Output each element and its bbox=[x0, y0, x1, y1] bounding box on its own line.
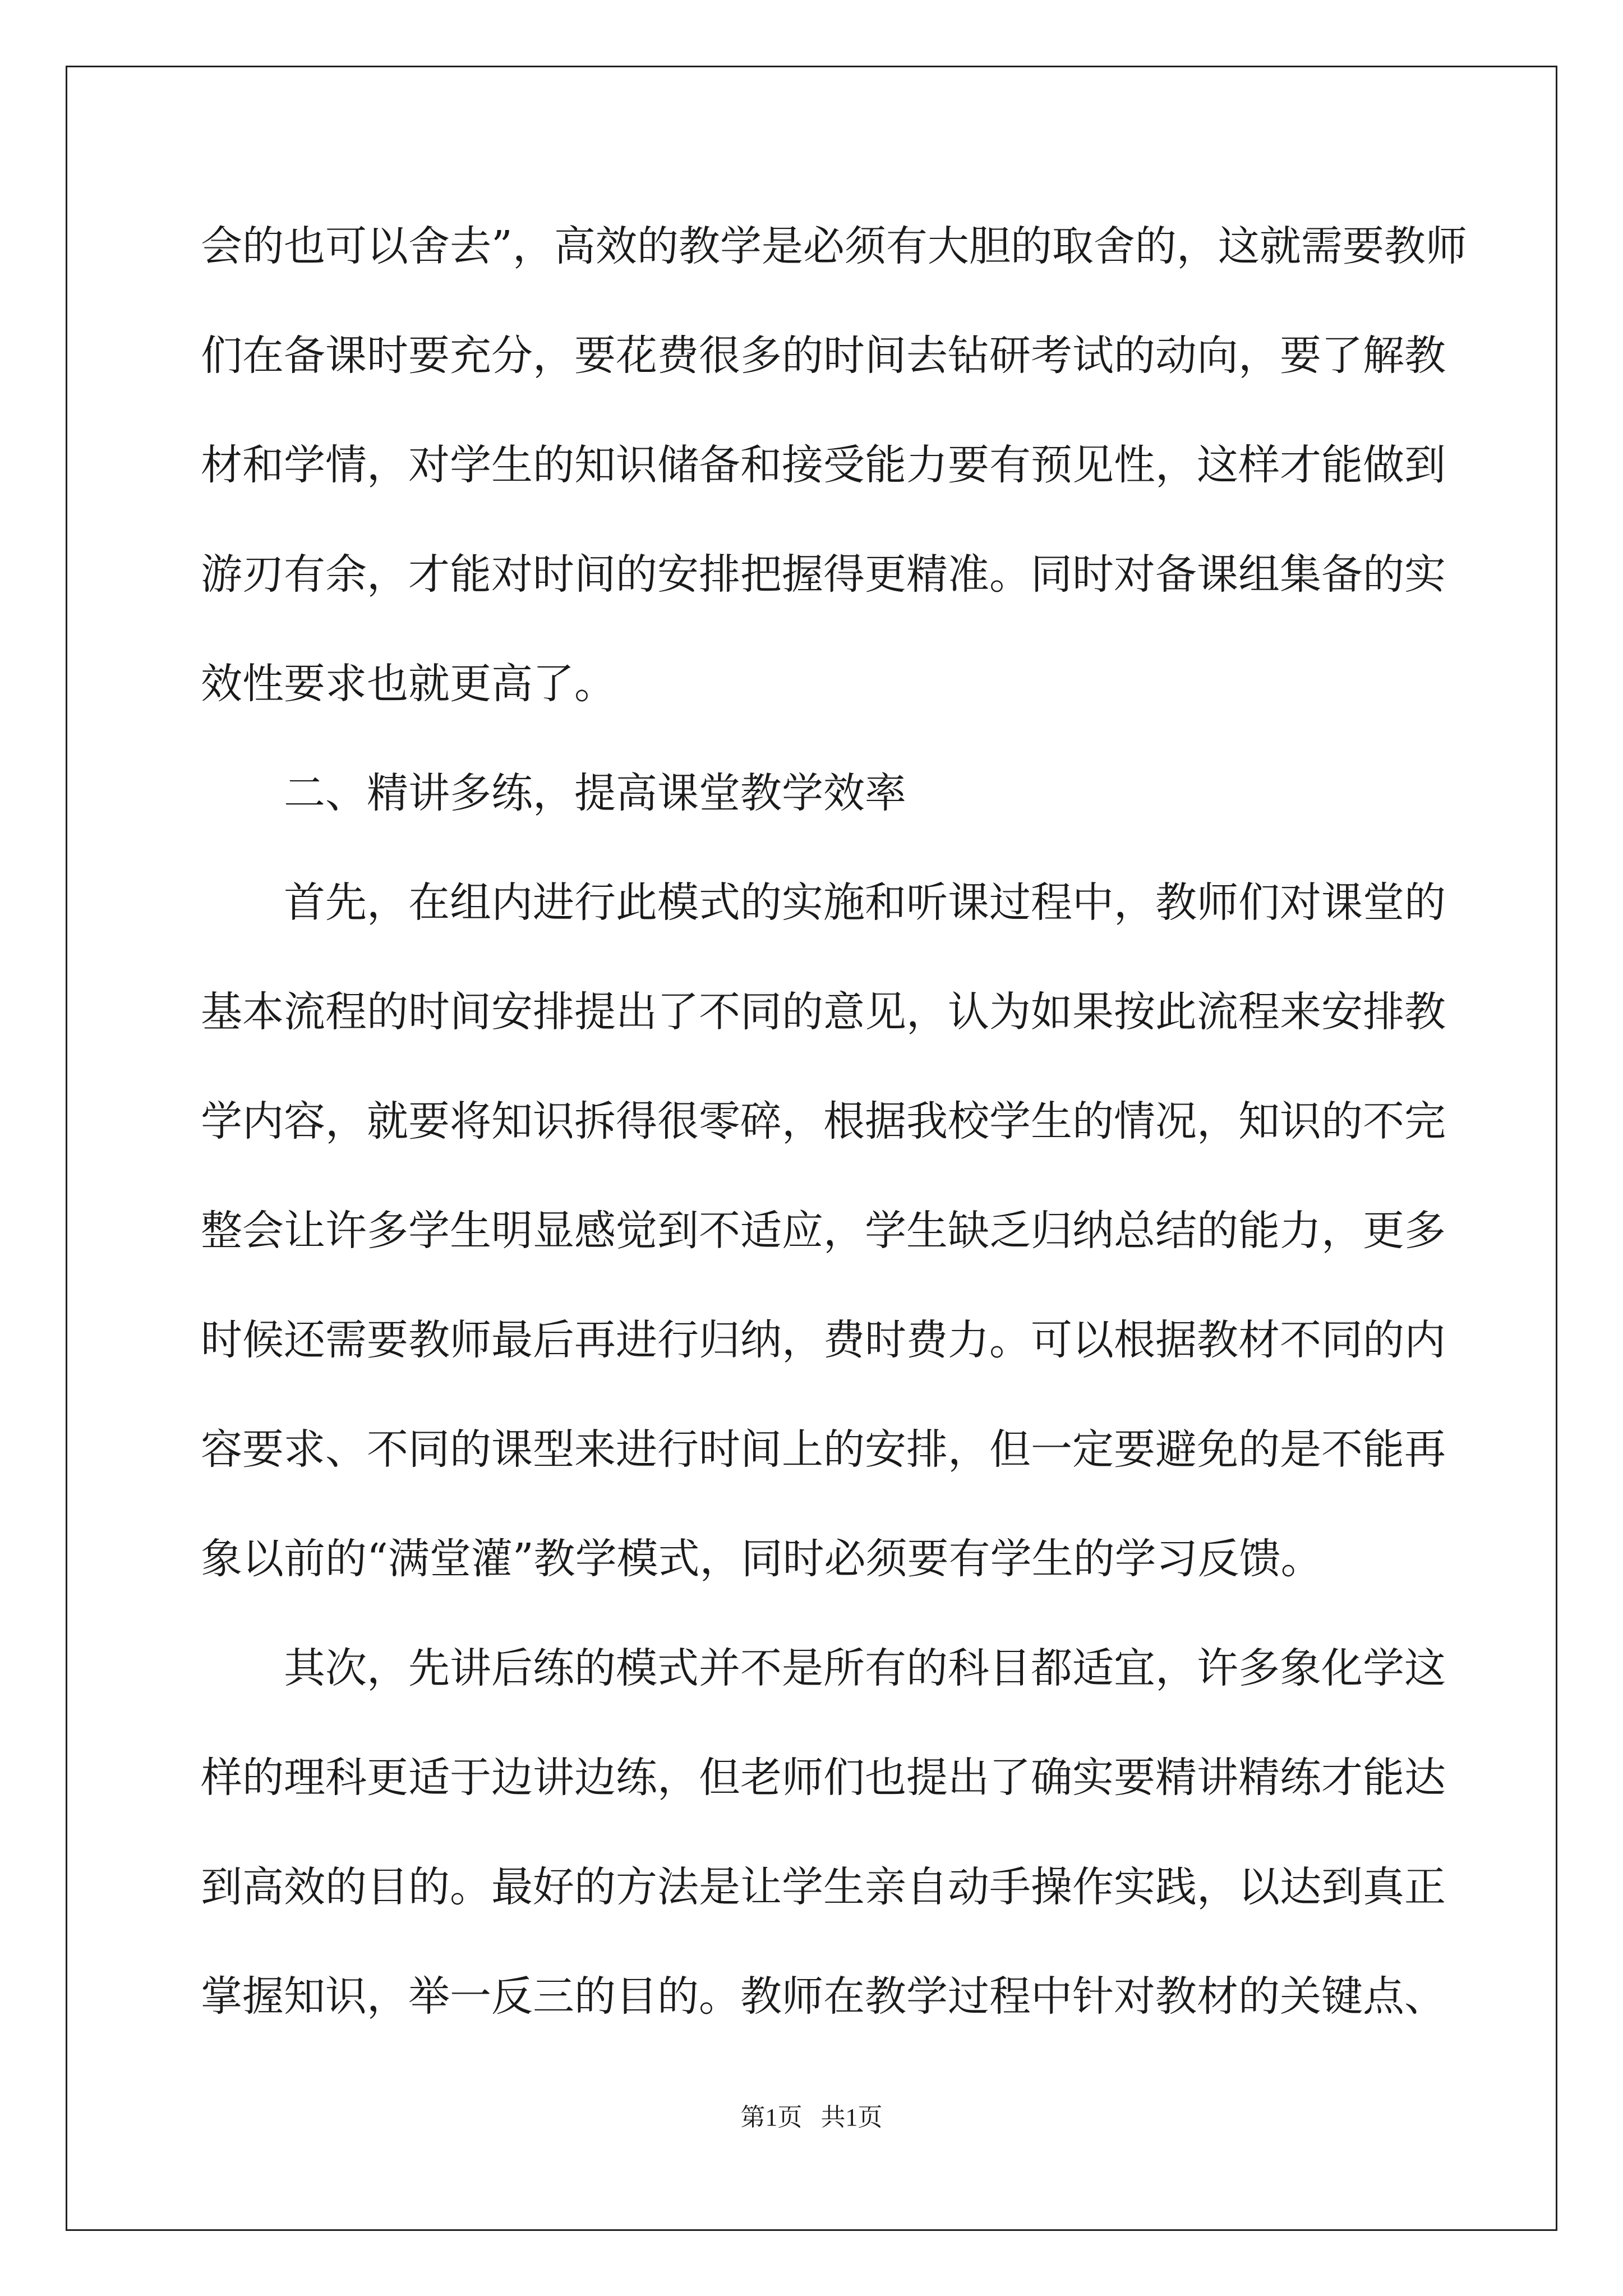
text-line: 会的也可以舍去”，高效的教学是必须有大胆的取舍的，这就需要教师 bbox=[201, 222, 1467, 270]
text-line: 效性要求也就更高了。 bbox=[201, 660, 616, 708]
text-line: 其次，先讲后练的模式并不是所有的科目都适宜，许多象化学这 bbox=[284, 1644, 1446, 1692]
text-line: 掌握知识，举一反三的目的。教师在教学过程中针对教材的关键点、 bbox=[201, 1972, 1446, 2021]
text-line: 到高效的目的。最好的方法是让学生亲自动手操作实践，以达到真正 bbox=[201, 1863, 1446, 1911]
document-body bbox=[201, 209, 1467, 2068]
text-line: 们在备课时要充分，要花费很多的时间去钻研考试的动向，要了解教 bbox=[201, 332, 1446, 380]
text-line: 象以前的“满堂灌”教学模式，同时必须要有学生的学习反馈。 bbox=[201, 1535, 1322, 1583]
text-line: 首先，在组内进行此模式的实施和听课过程中，教师们对课堂的 bbox=[284, 878, 1446, 927]
section-heading: 二、精讲多练，提高课堂教学效率 bbox=[284, 769, 906, 817]
text-line: 学内容，就要将知识拆得很零碎，根据我校学生的情况，知识的不完 bbox=[201, 1097, 1446, 1145]
text-line: 整会让许多学生明显感觉到不适应，学生缺乏归纳总结的能力，更多 bbox=[201, 1207, 1446, 1255]
text-line: 容要求、不同的课型来进行时间上的安排，但一定要避免的是不能再 bbox=[201, 1425, 1446, 1474]
text-line: 材和学情，对学生的知识储备和接受能力要有预见性，这样才能做到 bbox=[201, 441, 1446, 489]
text-line: 时候还需要教师最后再进行归纳，费时费力。可以根据教材不同的内 bbox=[201, 1316, 1446, 1364]
text-line: 基本流程的时间安排提出了不同的意见，认为如果按此流程来安排教 bbox=[201, 988, 1446, 1036]
page-footer: 第1页 共1页 bbox=[740, 2104, 883, 2131]
text-line: 样的理科更适于边讲边练，但老师们也提出了确实要精讲精练才能达 bbox=[201, 1754, 1446, 1802]
text-line: 游刃有余，才能对时间的安排把握得更精准。同时对备课组集备的实 bbox=[201, 550, 1446, 599]
